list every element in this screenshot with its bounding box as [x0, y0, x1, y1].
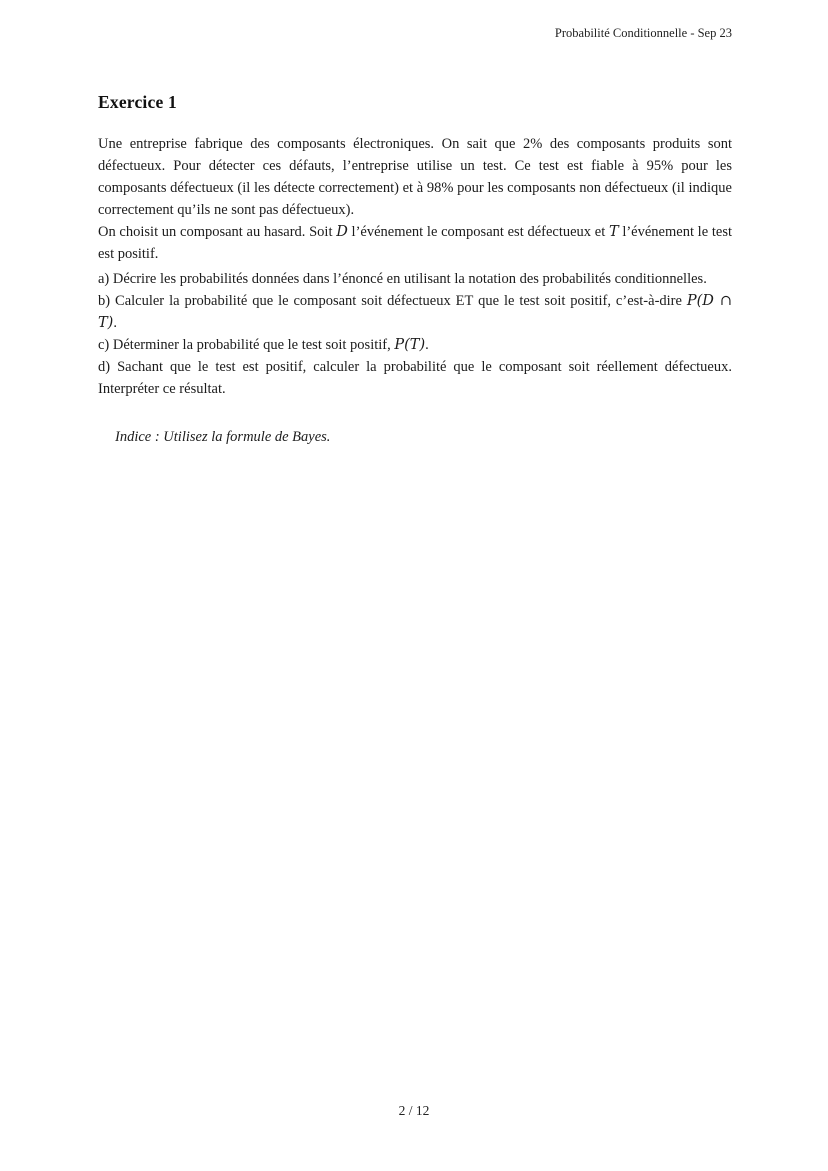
page-number: 2 / 12: [398, 1103, 430, 1118]
exercise-title: Exercice 1: [98, 92, 177, 112]
page-footer: [0, 1103, 828, 1119]
question-c: c) Déterminer la probabilité que le test soit positif, P(T).: [98, 337, 429, 353]
setup-paragraph: On choisit un composant au hasard. Soit D l’événement le composant est défectueux et T l’événement le test est positif.: [98, 224, 732, 262]
exercise-content: [98, 92, 732, 448]
header-title: Probabilité Conditionnelle - Sep 23: [554, 26, 732, 40]
page-header: [98, 26, 732, 41]
intro-paragraph: Une entreprise fabrique des composants électroniques. On sait que 2% des composants produits sont défectueux. Pour détecter ces défauts, l’entreprise utilise un test. Ce test est fiable à 95% pour les composants défectueux (il les détecte correctement) et à 98% pour les composants non défectueux (il indique correctement qu’ils ne sont pas défectueux).: [98, 136, 732, 218]
question-b: b) Calculer la probabilité que le composant soit défectueux ET que le test soit positif, c’est-à-dire P(D ∩ T).: [98, 293, 732, 331]
question-d: d) Sachant que le test est positif, calculer la probabilité que le composant soit réellement défectueux. Interpréter ce résultat.: [98, 359, 732, 397]
hint-paragraph: Indice : Utilisez la formule de Bayes.: [115, 429, 331, 445]
questions-list: [98, 268, 732, 400]
question-a: a) Décrire les probabilités données dans l’énoncé en utilisant la notation des probabilités conditionnelles.: [98, 271, 707, 287]
